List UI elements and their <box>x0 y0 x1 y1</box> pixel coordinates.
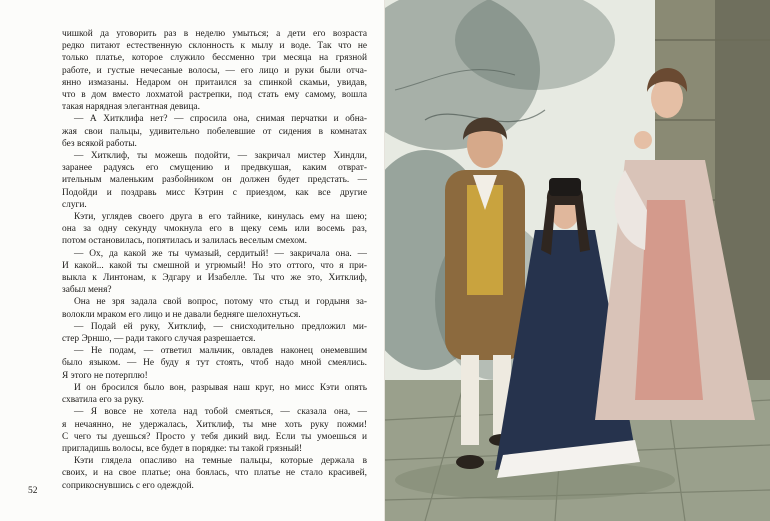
text-line: — Ох, да какой же ты чумазый, сердитый! — закричала она. — <box>74 248 367 259</box>
text-line: соприкоснувшись с его одеждой. <box>62 480 194 491</box>
text-line: только платье, которое служило бессменно три месяца на грязной <box>62 53 367 64</box>
text-line: стер Эрншо, — ради такого случая разрешается. <box>62 334 256 345</box>
page-text <box>62 28 367 492</box>
text-line: схватила его за руку. <box>62 395 145 406</box>
text-line: — Хитклиф, ты можешь подойти, — закричал мистер Хиндли, <box>74 151 367 162</box>
page-number: 52 <box>28 486 38 496</box>
text-line: пригладишь волосы, все будет в порядке: ты такой грязный! <box>62 443 303 454</box>
lady-raised-hand <box>634 131 652 149</box>
man-shoe-left <box>456 455 484 469</box>
text-line: я нечаянно, не удержалась, Хитклиф, ты мне хоть руку пожми! <box>62 419 367 430</box>
text-line: — Не подам, — ответил мальчик, овладев наконец онемевшим <box>74 346 367 357</box>
text-line: было языком. — Не буду я тут стоять, чтоб надо мной смеялись. <box>62 358 367 369</box>
text-line: ительным маленьким разбойником он должен будет предстать. — <box>62 175 367 186</box>
text-line: что в дом вместо лохматой растрепки, под стать ему самому, вошла <box>62 90 367 101</box>
text-line: выкла к Линтонам, к Эдгару и Изабелле. Ты что же это, Хитклиф, <box>62 273 367 284</box>
illustration-page <box>385 0 770 521</box>
text-line: Подойди и поздравь мисс Кэтрин с приездом, как все другие <box>62 187 367 198</box>
text-line: волокли мраком его лицо и не давали бедняге шелохнуться. <box>62 309 301 320</box>
text-line: Кэти глядела опасливо на темные пальцы, которые держала в <box>74 456 367 467</box>
text-line: потом остановилась, попятилась и залилась веселым смехом. <box>62 236 307 247</box>
book-illustration <box>385 0 770 521</box>
text-line: своих, и на свое платье; она боялась, что платье не стало красивей, <box>62 468 367 479</box>
text-line: заранее радуясь его смущению и предвкушая, каким отврат- <box>62 163 367 174</box>
text-line: Я этого не потерплю! <box>62 370 148 381</box>
text-line: С чего ты дуешься? Просто у тебя дикий вид. Если ты умоешься и <box>62 431 367 442</box>
girl-fur-hat <box>549 178 581 196</box>
text-line: она за одну секунду чмокнула его в щеку семь или восемь раз, <box>62 224 367 235</box>
text-line: янно измазаны. Недаром он притаился за спинкой скамьи, увидав, <box>62 77 367 88</box>
text-line: слуги. <box>62 199 87 210</box>
text-line: — Я вовсе не хотела над тобой смеяться, — сказала она, — <box>74 407 367 418</box>
text-line: Кэти, углядев своего друга в его тайнике, кинулась ему на шею; <box>74 212 367 223</box>
text-line: И какой... какой ты смешной и угрюмый! Но это оттого, что я при- <box>62 260 367 271</box>
text-line: работе, и густые нечесаные волосы, — его лицо и руки были отча- <box>62 65 367 76</box>
text-line: забыл меня? <box>62 285 112 296</box>
text-line: — А Хитклифа нет? — спросила она, снимая перчатки и обна- <box>74 114 367 125</box>
text-line: редко питают естественную склонность к мылу и воде. Так что не <box>62 41 367 52</box>
text-line: такая нарядная элегантная девица. <box>62 102 200 113</box>
lady-face <box>651 78 683 118</box>
text-line: без всякой работы. <box>62 138 137 149</box>
text-line: жая свои пальцы, удивительно побелевшие от сидения в комнатах <box>62 126 367 137</box>
man-stocking-left <box>461 355 479 445</box>
text-line: — Подай ей руку, Хитклиф, — снисходительно предложил ми- <box>74 321 367 332</box>
text-line: И он бросился было вон, разрывая наш круг, но мисс Кэти опять <box>74 382 367 393</box>
text-line: Она не зря задала свой вопрос, потому что стыд и гордыня за- <box>74 297 367 308</box>
text-line: чишкой да уговорить раз в неделю умыться; а дети его возраста <box>62 29 367 39</box>
